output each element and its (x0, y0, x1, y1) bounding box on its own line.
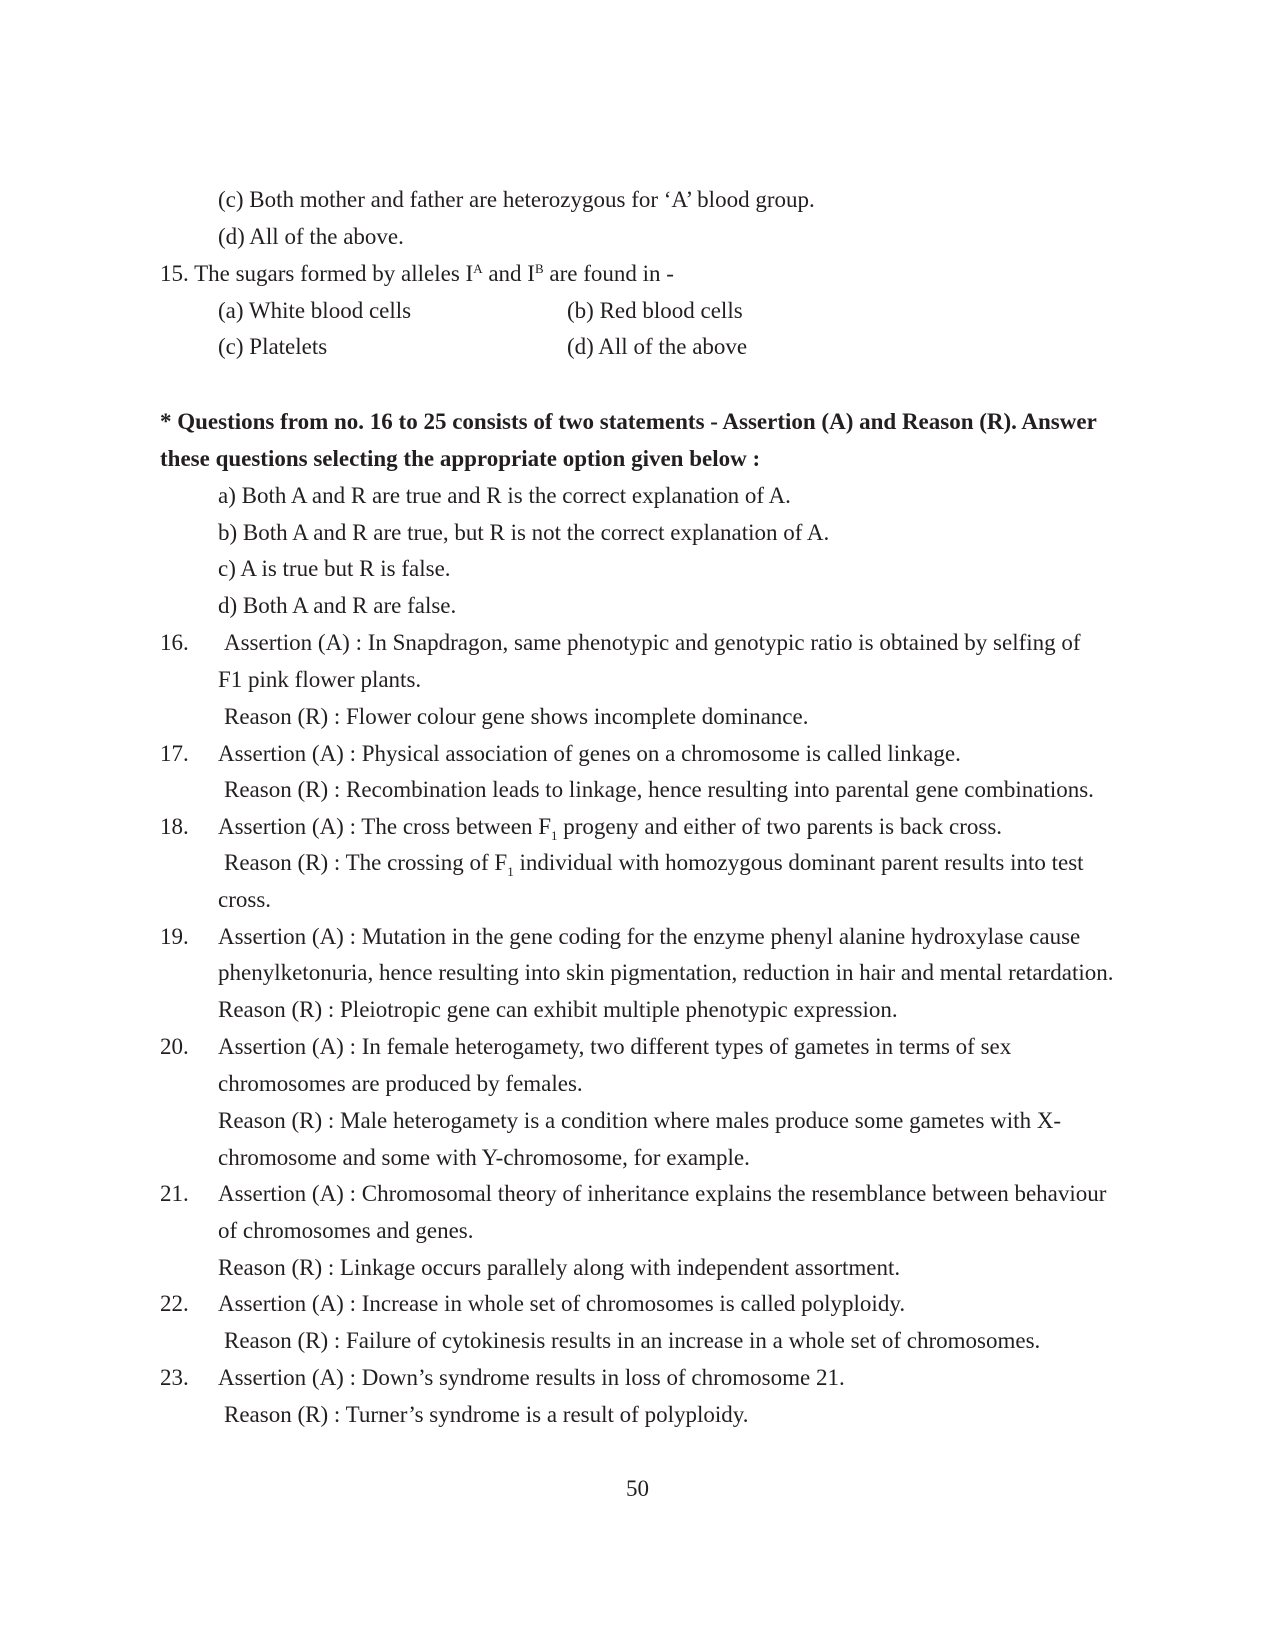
q14-option-d: (d) All of the above. (218, 224, 404, 249)
q19-assertion: Assertion (A) : Mutation in the gene coding for the enzyme phenyl alanine hydroxylase cause (218, 924, 1081, 949)
q17-number: 17. (160, 741, 189, 766)
q20-assertion: Assertion (A) : In female heterogamety, two different types of gametes in terms of sex (218, 1034, 1012, 1059)
q15-option-a: (a) White blood cells (218, 298, 412, 323)
q17-assertion: Assertion (A) : Physical association of genes on a chromosome is called linkage. (218, 741, 961, 766)
instruction-option-c: c) A is true but R is false. (218, 556, 451, 581)
instruction-option-b: b) Both A and R are true, but R is not the correct explanation of A. (218, 520, 830, 545)
q23-assertion: Assertion (A) : Down’s syndrome results in loss of chromosome 21. (218, 1365, 845, 1390)
q20-reason-cont: chromosome and some with Y-chromosome, for example. (218, 1145, 750, 1170)
q15-stem (160, 260, 674, 288)
q23-reason: Reason (R) : Turner’s syndrome is a result of polyploidy. (224, 1402, 749, 1427)
q16-number: 16. (160, 630, 189, 655)
q20-assertion-cont: chromosomes are produced by females. (218, 1071, 583, 1096)
q22-number: 22. (160, 1291, 189, 1316)
q15-stem-mid: and I (482, 261, 535, 286)
q16-reason: Reason (R) : Flower colour gene shows incomplete dominance. (224, 704, 809, 729)
q15-stem-text: 15. The sugars formed by alleles I (160, 261, 474, 286)
q18-assertion-sub: 1 (551, 828, 558, 843)
q15-option-d: (d) All of the above (567, 334, 748, 359)
q20-reason: Reason (R) : Male heterogamety is a condition where males produce some gametes with X- (218, 1108, 1062, 1133)
q21-number: 21. (160, 1181, 189, 1206)
q18-assertion (218, 813, 1002, 841)
q18-number: 18. (160, 814, 189, 839)
instruction-option-d: d) Both A and R are false. (218, 593, 457, 618)
q22-assertion: Assertion (A) : Increase in whole set of chromosomes is called polyploidy. (218, 1291, 906, 1316)
q16-assertion: Assertion (A) : In Snapdragon, same phenotypic and genotypic ratio is obtained by selfing of (224, 630, 1081, 655)
q15-stem-end: are found in - (543, 261, 674, 286)
q17-reason: Reason (R) : Recombination leads to linkage, hence resulting into parental gene combinations. (224, 777, 1094, 802)
q21-reason: Reason (R) : Linkage occurs parallely along with independent assortment. (218, 1255, 901, 1280)
q21-assertion: Assertion (A) : Chromosomal theory of inheritance explains the resemblance between behaviour (218, 1181, 1107, 1206)
page-number: 50 (626, 1476, 649, 1501)
instruction-option-a: a) Both A and R are true and R is the correct explanation of A. (218, 483, 791, 508)
q19-reason: Reason (R) : Pleiotropic gene can exhibit multiple phenotypic expression. (218, 997, 898, 1022)
q18-reason-end: individual with homozygous dominant parent results into test (513, 850, 1084, 875)
q18-reason-sub: 1 (507, 864, 514, 879)
q23-number: 23. (160, 1365, 189, 1390)
q21-assertion-cont: of chromosomes and genes. (218, 1218, 474, 1243)
q14-option-c: (c) Both mother and father are heterozygous for ‘A’ blood group. (218, 187, 815, 212)
q15-sup-b: B (534, 261, 544, 276)
q15-sup-a: A (473, 261, 483, 276)
q18-assertion-end: progeny and either of two parents is back cross. (557, 814, 1003, 839)
q19-assertion-cont: phenylketonuria, hence resulting into skin pigmentation, reduction in hair and mental retardation. (218, 960, 1114, 985)
q15-option-c: (c) Platelets (218, 334, 328, 359)
q22-reason: Reason (R) : Failure of cytokinesis results in an increase in a whole set of chromosomes. (224, 1328, 1041, 1353)
q18-reason-text: Reason (R) : The crossing of F (224, 850, 508, 875)
q19-number: 19. (160, 924, 189, 949)
q18-reason-cont: cross. (218, 887, 272, 912)
q18-assertion-text: Assertion (A) : The cross between F (218, 814, 552, 839)
instructions-line-1: * Questions from no. 16 to 25 consists of two statements - Assertion (A) and Reason (R). Answer (160, 409, 1097, 434)
q18-reason (224, 849, 1084, 877)
instructions-line-2: these questions selecting the appropriate option given below : (160, 446, 761, 471)
q20-number: 20. (160, 1034, 189, 1059)
q15-option-b: (b) Red blood cells (567, 298, 743, 323)
q16-assertion-cont: F1 pink flower plants. (218, 667, 422, 692)
